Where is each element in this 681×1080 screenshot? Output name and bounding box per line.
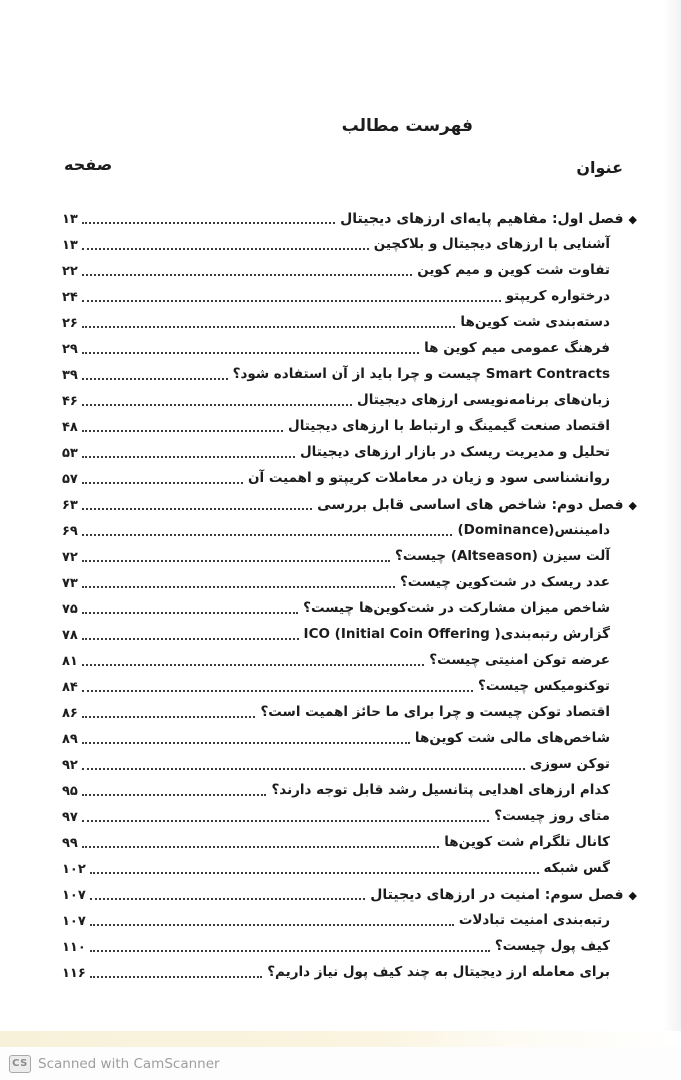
toc-entry-page-number: ۱۰۷ bbox=[62, 887, 86, 903]
toc-entry bbox=[62, 960, 637, 986]
toc-entry-label: گزارش رتبه‌بندی( ICO (Initial Coin Offering bbox=[303, 626, 610, 643]
toc-entry-page-number: ۸۹ bbox=[62, 731, 78, 747]
toc-entry-label: دسته‌بندی شت کوین‌ها bbox=[460, 314, 610, 331]
toc-entry bbox=[62, 466, 637, 492]
toc-entry bbox=[62, 804, 637, 830]
toc-entry bbox=[62, 674, 637, 700]
toc-entry-label: فصل سوم: امنیت در ارزهای دیجیتال bbox=[370, 887, 624, 903]
toc-entry bbox=[62, 336, 637, 362]
dot-leader bbox=[82, 456, 295, 458]
toc-entry-page-number: ۲۶ bbox=[62, 315, 78, 331]
toc-entry bbox=[62, 544, 637, 570]
dot-leader bbox=[82, 820, 489, 822]
toc-entry bbox=[62, 934, 637, 960]
toc-entry bbox=[62, 440, 637, 466]
diamond-bullet-icon: ◆ bbox=[628, 212, 637, 226]
toc-entry-page-number: ۴۸ bbox=[62, 419, 78, 435]
toc-entry-label: آشنایی با ارزهای دیجیتال و بلاکچین bbox=[373, 236, 610, 253]
diamond-bullet-icon: ◆ bbox=[628, 498, 637, 512]
dot-leader bbox=[82, 768, 525, 770]
toc-entry-label: کدام ارزهای اهدایی پتانسیل رشد قابل توجه دارند؟ bbox=[271, 782, 610, 799]
dot-leader bbox=[82, 222, 335, 224]
toc-entry-page-number: ۲۹ bbox=[62, 341, 78, 357]
toc-entry-page-number: ۱۳ bbox=[62, 211, 78, 227]
toc-chapter-entry bbox=[62, 206, 637, 232]
toc-entry bbox=[62, 726, 637, 752]
dot-leader bbox=[90, 950, 490, 952]
toc-entry-page-number: ۵۷ bbox=[62, 471, 78, 487]
toc-entry-page-number: ۱۱۶ bbox=[62, 965, 86, 981]
toc-entry-label: رتبه‌بندی امنیت تبادلات bbox=[458, 912, 610, 929]
toc-entry-page-number: ۹۵ bbox=[62, 783, 78, 799]
toc-entry bbox=[62, 908, 637, 934]
toc-entry-label: اقتصاد صنعت گیمینگ و ارتباط با ارزهای دیجیتال bbox=[287, 418, 610, 435]
toc-entry-label: دامیننس(Dominance) bbox=[457, 522, 610, 539]
dot-leader bbox=[82, 248, 369, 250]
toc-entry-page-number: ۱۰۷ bbox=[62, 913, 86, 929]
toc-entry bbox=[62, 856, 637, 882]
toc-entry-page-number: ۴۶ bbox=[62, 393, 78, 409]
toc-entry bbox=[62, 258, 637, 284]
dot-leader bbox=[82, 586, 395, 588]
toc-entry-page-number: ۸۱ bbox=[62, 653, 78, 669]
toc-entry bbox=[62, 388, 637, 414]
column-header-page: صفحه bbox=[64, 155, 113, 174]
toc-entry bbox=[62, 778, 637, 804]
toc-entry-page-number: ۶۳ bbox=[62, 497, 78, 513]
dot-leader bbox=[82, 742, 410, 744]
toc-entry bbox=[62, 414, 637, 440]
toc-entry-label: آلت سیزن (Altseason) چیست؟ bbox=[394, 548, 610, 565]
dot-leader bbox=[82, 664, 424, 666]
camscanner-watermark-text: Scanned with CamScanner bbox=[38, 1055, 220, 1072]
dot-leader bbox=[90, 898, 365, 900]
toc-entry-page-number: ۱۳ bbox=[62, 237, 78, 253]
toc-entry-page-number: ۳۹ bbox=[62, 367, 78, 383]
toc-entry-page-number: ۹۷ bbox=[62, 809, 78, 825]
dot-leader bbox=[82, 508, 312, 510]
dot-leader bbox=[82, 274, 412, 276]
toc-entry-label: فصل دوم: شاخص های اساسی قابل بررسی bbox=[317, 497, 624, 513]
toc-chapter-entry bbox=[62, 492, 637, 518]
toc-entry bbox=[62, 752, 637, 778]
toc-entry bbox=[62, 830, 637, 856]
toc-entry-page-number: ۷۲ bbox=[62, 549, 78, 565]
dot-leader bbox=[82, 430, 283, 432]
dot-leader bbox=[82, 378, 228, 380]
column-header-title: عنوان bbox=[576, 158, 623, 177]
diamond-bullet-icon: ◆ bbox=[628, 888, 637, 902]
toc-list bbox=[62, 206, 637, 986]
toc-entry-label: شاخص میزان مشارکت در شت‌کوین‌ها چیست؟ bbox=[303, 600, 610, 617]
camscanner-watermark bbox=[0, 1047, 681, 1080]
dot-leader bbox=[82, 560, 390, 562]
toc-entry-page-number: ۹۹ bbox=[62, 835, 78, 851]
toc-entry-label: فصل اول: مفاهیم پایه‌ای ارزهای دیجیتال bbox=[340, 211, 624, 227]
toc-entry-label: فرهنگ عمومی میم کوین ها bbox=[424, 340, 610, 357]
toc-entry-label: توکنومیکس چیست؟ bbox=[478, 678, 610, 695]
toc-entry bbox=[62, 596, 637, 622]
toc-entry-page-number: ۲۲ bbox=[62, 263, 78, 279]
toc-entry-page-number: ۷۳ bbox=[62, 575, 78, 591]
toc-entry-page-number: ۸۴ bbox=[62, 679, 78, 695]
toc-entry-label: روانشناسی سود و زیان در معاملات کریپتو و اهمیت آن bbox=[247, 470, 610, 487]
scan-artifact-strip bbox=[0, 1031, 681, 1047]
toc-entry bbox=[62, 362, 637, 388]
toc-entry-label: کانال تلگرام شت کوین‌ها bbox=[444, 834, 610, 851]
toc-entry-label: شاخص‌های مالی شت کوین‌ها bbox=[414, 730, 610, 747]
toc-entry-page-number: ۱۱۰ bbox=[62, 939, 86, 955]
toc-entry bbox=[62, 310, 637, 336]
toc-entry-page-number: ۷۵ bbox=[62, 601, 78, 617]
toc-entry-label: عدد ریسک در شت‌کوین چیست؟ bbox=[399, 574, 610, 591]
toc-entry-label: Smart Contracts چیست و چرا باید از آن استفاده شود؟ bbox=[232, 366, 610, 383]
dot-leader bbox=[82, 846, 439, 848]
dot-leader bbox=[82, 482, 243, 484]
toc-entry bbox=[62, 232, 637, 258]
toc-entry bbox=[62, 518, 637, 544]
toc-entry-page-number: ۱۰۲ bbox=[62, 861, 86, 877]
page-title: فهرست مطالب bbox=[341, 116, 473, 136]
dot-leader bbox=[90, 976, 262, 978]
toc-entry-label: تحلیل و مدیریت ریسک در بازار ارزهای دیجیتال bbox=[299, 444, 610, 461]
dot-leader bbox=[82, 716, 256, 718]
dot-leader bbox=[82, 300, 501, 302]
toc-entry-page-number: ۷۸ bbox=[62, 627, 78, 643]
toc-entry-label: متای روز چیست؟ bbox=[494, 808, 610, 825]
toc-entry-label: گس شبکه bbox=[543, 860, 610, 877]
toc-entry-label: توکن سوزی bbox=[529, 756, 610, 773]
toc-entry bbox=[62, 622, 637, 648]
toc-entry-page-number: ۵۳ bbox=[62, 445, 78, 461]
toc-entry-label: تفاوت شت کوین و میم کوین bbox=[417, 262, 610, 279]
toc-entry bbox=[62, 648, 637, 674]
camscanner-logo-icon: CS bbox=[9, 1055, 31, 1073]
toc-chapter-entry bbox=[62, 882, 637, 908]
toc-entry-label: اقتصاد توکن چیست و چرا برای ما حائز اهمیت است؟ bbox=[260, 704, 610, 721]
toc-entry-label: کیف پول چیست؟ bbox=[494, 938, 610, 955]
toc-entry bbox=[62, 700, 637, 726]
toc-entry-page-number: ۲۴ bbox=[62, 289, 78, 305]
dot-leader bbox=[82, 638, 299, 640]
dot-leader bbox=[82, 690, 473, 692]
scan-edge-shadow bbox=[663, 0, 681, 1040]
dot-leader bbox=[90, 924, 454, 926]
toc-entry bbox=[62, 570, 637, 596]
toc-entry-label: زبان‌های برنامه‌نویسی ارزهای دیجیتال bbox=[357, 392, 610, 409]
toc-entry-page-number: ۹۲ bbox=[62, 757, 78, 773]
dot-leader bbox=[90, 872, 539, 874]
dot-leader bbox=[82, 326, 456, 328]
toc-entry-label: عرضه توکن امنیتی چیست؟ bbox=[429, 652, 610, 669]
dot-leader bbox=[82, 352, 419, 354]
toc-entry bbox=[62, 284, 637, 310]
toc-entry-label: درختواره کریپتو bbox=[505, 288, 610, 305]
dot-leader bbox=[82, 404, 352, 406]
toc-entry-page-number: ۶۹ bbox=[62, 523, 78, 539]
dot-leader bbox=[82, 612, 298, 614]
dot-leader bbox=[82, 534, 453, 536]
toc-entry-label: برای معامله ارز دیجیتال به چند کیف پول نیاز داریم؟ bbox=[267, 964, 610, 981]
dot-leader bbox=[82, 794, 267, 796]
toc-entry-page-number: ۸۶ bbox=[62, 705, 78, 721]
